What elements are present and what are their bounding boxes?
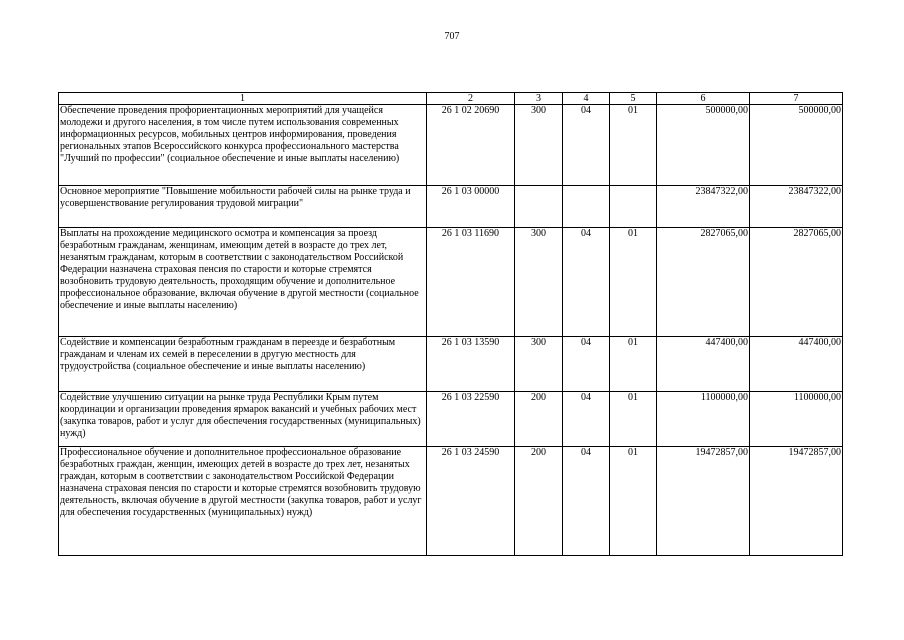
row-amount-2: 19472857,00 <box>750 447 843 556</box>
row-subsection: 01 <box>610 105 657 186</box>
row-section <box>563 186 610 228</box>
table-row <box>59 105 843 186</box>
row-type: 300 <box>515 228 563 337</box>
row-section: 04 <box>563 105 610 186</box>
row-amount-2: 447400,00 <box>750 337 843 392</box>
row-section: 04 <box>563 392 610 447</box>
row-section: 04 <box>563 337 610 392</box>
row-amount-2: 1100000,00 <box>750 392 843 447</box>
table-row <box>59 186 843 228</box>
row-code: 26 1 03 11690 <box>427 228 515 337</box>
row-description: Профессиональное обучение и дополнительное профессиональное образование безработных граждан, женщин, имеющих детей в возрасте до трех лет, незанятых граждан, которым в соответствии с законодательством Российской Федерации назначена страховая пенсия по старости и которые стремятся возобновить трудовую деятельность, включая обучение в другой местности (закупка товаров, работ и услуг для обеспечения государственных (муниципальных) нужд) <box>59 447 427 556</box>
table-row <box>59 392 843 447</box>
row-amount-2: 2827065,00 <box>750 228 843 337</box>
row-amount-1: 23847322,00 <box>657 186 750 228</box>
header-col-5: 5 <box>610 93 657 105</box>
row-type: 200 <box>515 447 563 556</box>
row-type <box>515 186 563 228</box>
row-description: Обеспечение проведения профориентационных мероприятий для учащейся молодежи и другого населения, в том числе путем использования современных информационных ресурсов, мобильных центров информирования, проведения региональных этапов Всероссийского конкурса профессионального мастерства "Лучший по профессии" (социальное обеспечение и иные выплаты населению) <box>59 105 427 186</box>
row-amount-1: 1100000,00 <box>657 392 750 447</box>
row-description: Содействие и компенсации безработным гражданам в переезде и безработным гражданам и членам их семей в переселении в другую местность для трудоустройства (социальное обеспечение и иные выплаты населению) <box>59 337 427 392</box>
row-amount-1: 500000,00 <box>657 105 750 186</box>
row-section: 04 <box>563 447 610 556</box>
header-col-1: 1 <box>59 93 427 105</box>
row-subsection: 01 <box>610 392 657 447</box>
row-code: 26 1 02 20690 <box>427 105 515 186</box>
table-row <box>59 337 843 392</box>
row-description: Выплаты на прохождение медицинского осмотра и компенсация за проезд безработным гражданам, женщинам, имеющим детей в возрасте до трех лет, незанятым гражданам, которым в соответствии с законодательством Российской Федерации назначена страховая пенсия по старости и которые стремятся возобновить трудовую деятельность, проходящим обучение и дополнительное профессиональное образование, включая обучение в другой местности (социальное обеспечение и иные выплаты населению) <box>59 228 427 337</box>
row-subsection: 01 <box>610 447 657 556</box>
row-subsection: 01 <box>610 337 657 392</box>
header-col-4: 4 <box>563 93 610 105</box>
header-col-3: 3 <box>515 93 563 105</box>
row-section: 04 <box>563 228 610 337</box>
row-type: 300 <box>515 105 563 186</box>
header-row <box>59 93 843 105</box>
row-amount-1: 447400,00 <box>657 337 750 392</box>
header-col-6: 6 <box>657 93 750 105</box>
row-code: 26 1 03 00000 <box>427 186 515 228</box>
page-number: 707 <box>444 31 460 42</box>
row-description: Основное мероприятие "Повышение мобильности рабочей силы на рынке труда и усовершенствование регулирования трудовой миграции" <box>59 186 427 228</box>
row-amount-1: 2827065,00 <box>657 228 750 337</box>
row-amount-2: 23847322,00 <box>750 186 843 228</box>
table-row <box>59 447 843 556</box>
row-type: 200 <box>515 392 563 447</box>
table-row <box>59 228 843 337</box>
row-code: 26 1 03 22590 <box>427 392 515 447</box>
row-description: Содействие улучшению ситуации на рынке труда Республики Крым путем координации и организации проведения ярмарок вакансий и учебных рабочих мест (закупка товаров, работ и услуг для обеспечения государственных (муниципальных) нужд) <box>59 392 427 447</box>
row-code: 26 1 03 13590 <box>427 337 515 392</box>
budget-table <box>58 92 843 556</box>
row-amount-2: 500000,00 <box>750 105 843 186</box>
row-code: 26 1 03 24590 <box>427 447 515 556</box>
header-col-7: 7 <box>750 93 843 105</box>
row-subsection: 01 <box>610 228 657 337</box>
row-subsection <box>610 186 657 228</box>
row-type: 300 <box>515 337 563 392</box>
row-amount-1: 19472857,00 <box>657 447 750 556</box>
header-col-2: 2 <box>427 93 515 105</box>
